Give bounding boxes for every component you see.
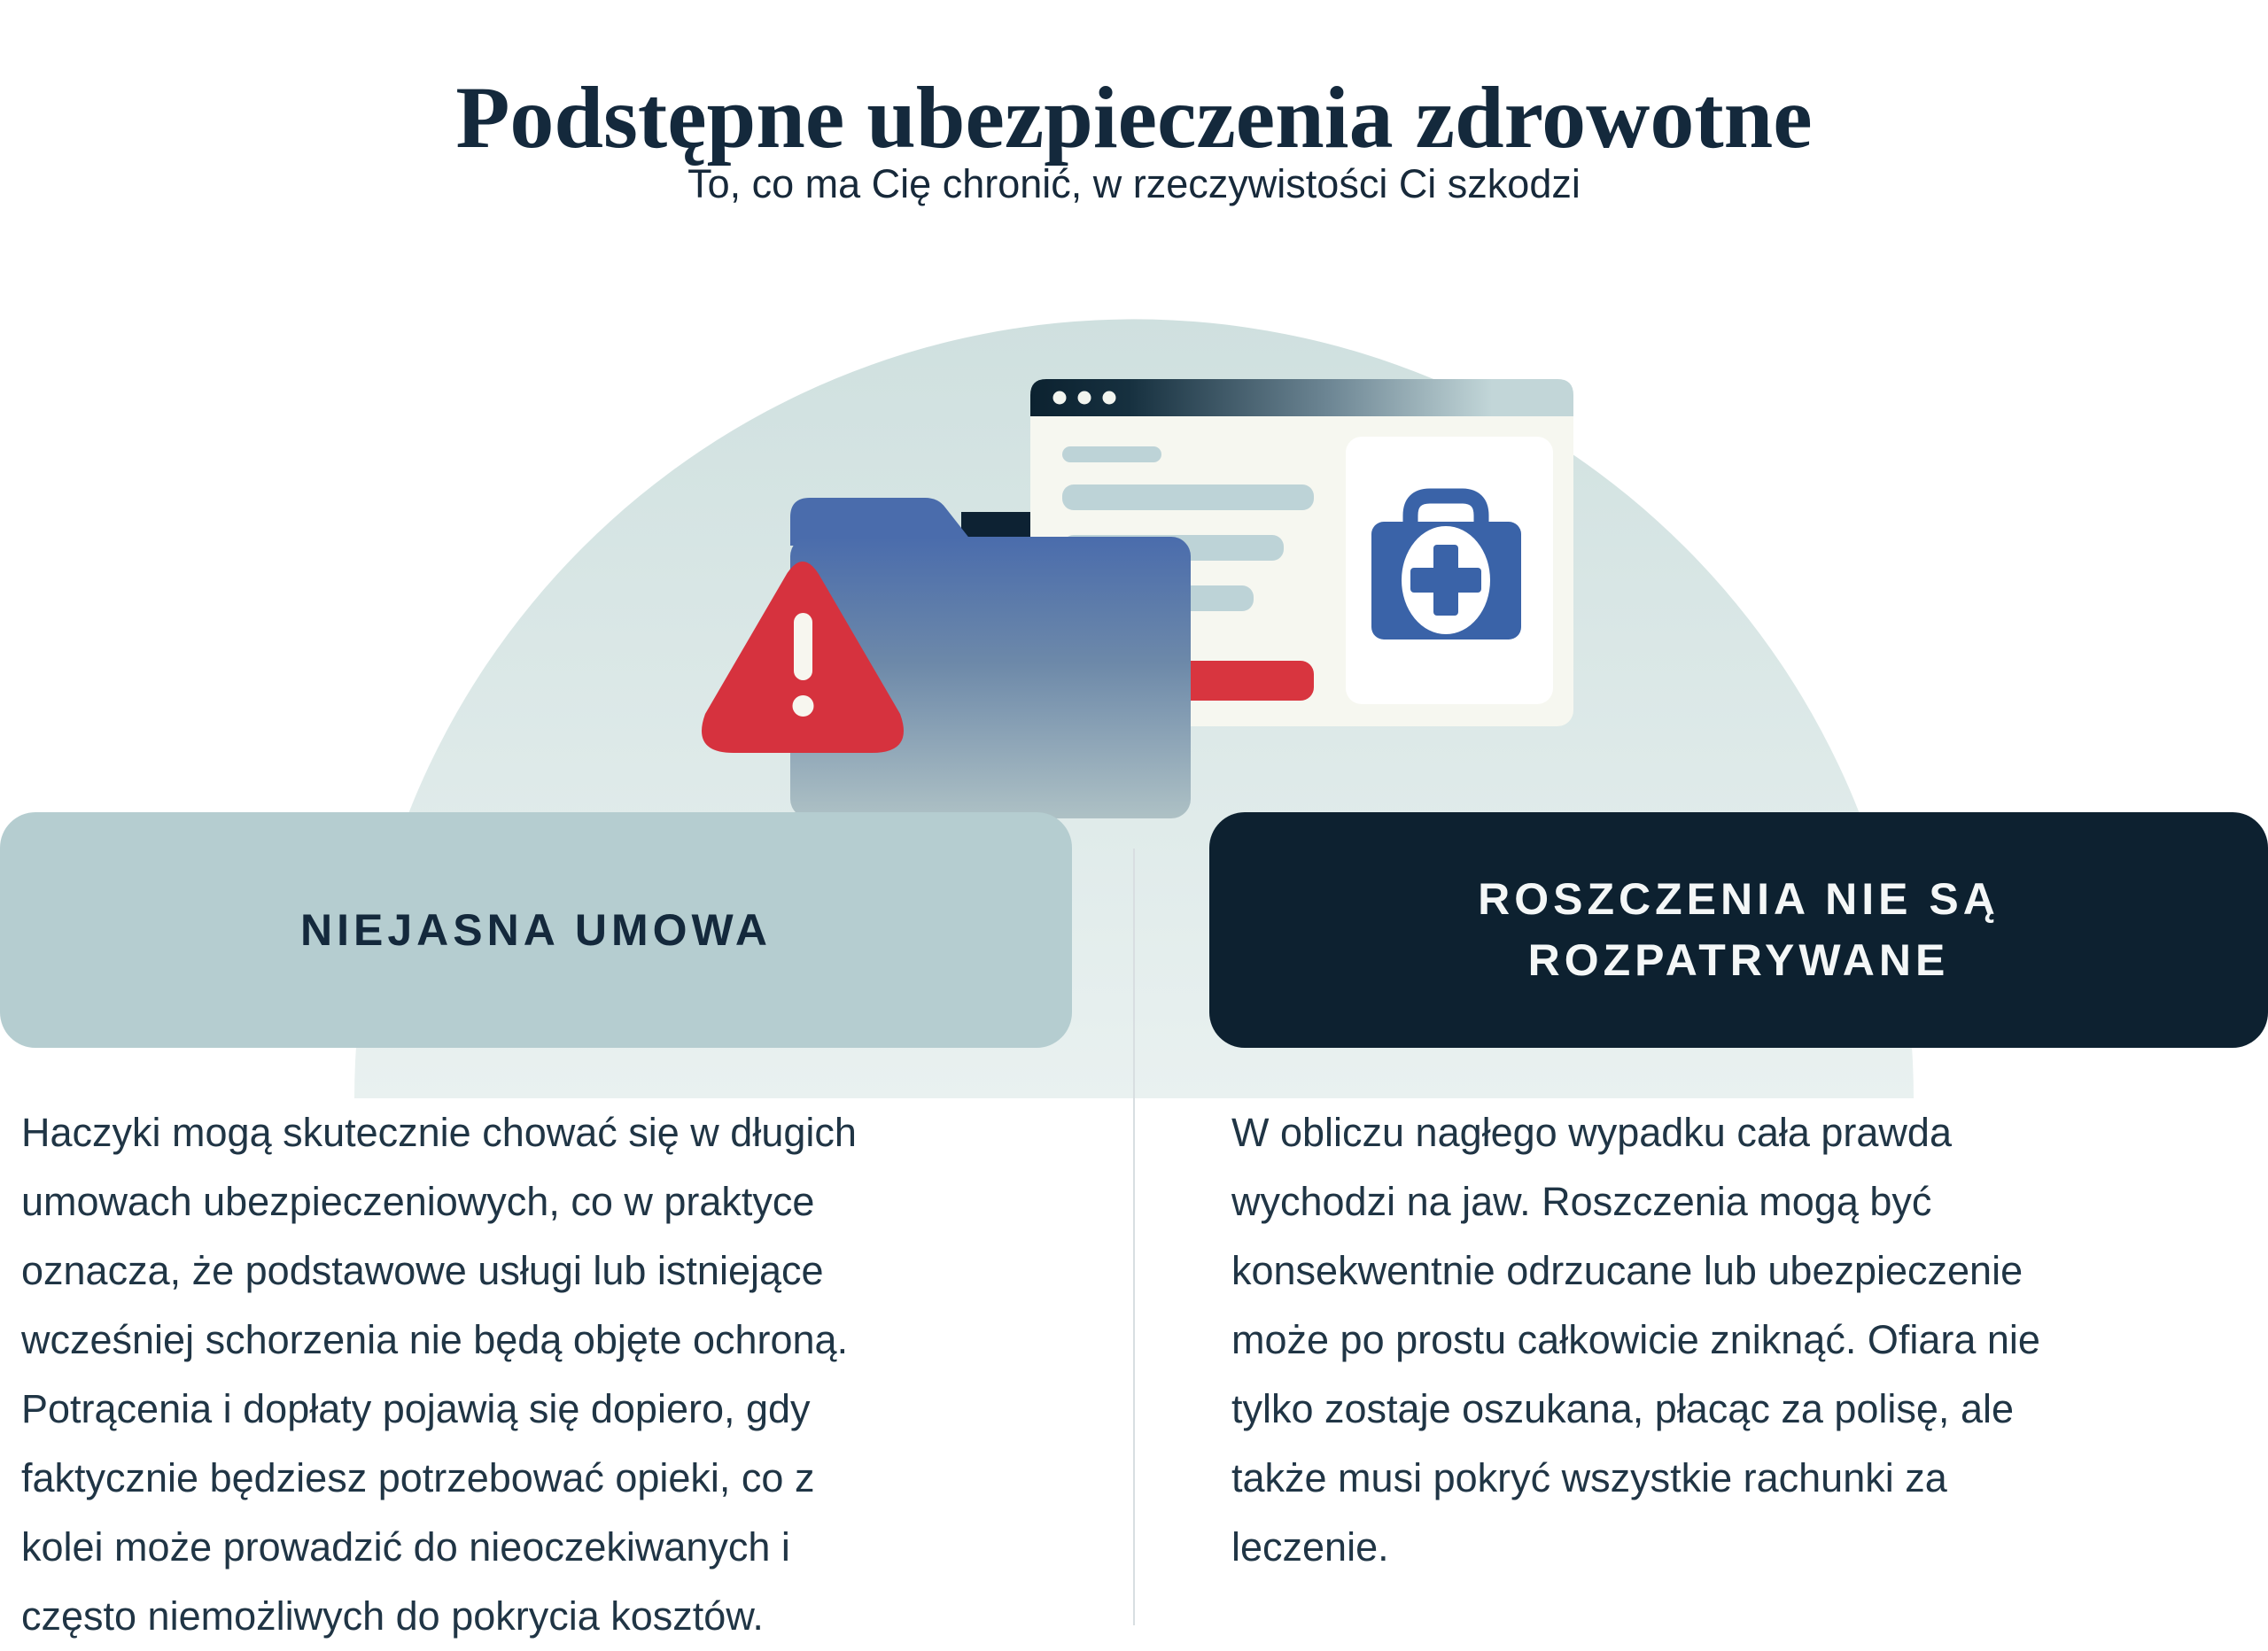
- body-line: tylko zostaje oszukana, płacąc za polisę, ale: [1231, 1386, 2014, 1431]
- exclamation-mark-icon: [793, 613, 814, 717]
- card-claims-not-processed: [1209, 812, 2268, 1048]
- body-line: konsekwentnie odrzucane lub ubezpieczenie: [1231, 1248, 2023, 1293]
- heading-line-1: ROSZCZENIA NIE SĄ: [1478, 874, 2000, 924]
- body-line: W obliczu nagłego wypadku cała prawda: [1231, 1110, 1952, 1155]
- body-text-claims-not-processed: [1231, 1098, 2259, 1582]
- card-unclear-contract: [0, 812, 1072, 1048]
- card-heading-unclear-contract: NIEJASNA UMOWA: [299, 904, 773, 955]
- body-line: faktycznie będziesz potrzebować opieki, co z: [21, 1455, 815, 1500]
- body-text-unclear-contract: [21, 1098, 1111, 1651]
- body-line: oznacza, że podstawowe usługi lub istniejące: [21, 1248, 824, 1293]
- body-line: Haczyki mogą skutecznie chować się w długich: [21, 1110, 857, 1155]
- body-line: także musi pokryć wszystkie rachunki za: [1231, 1455, 1947, 1500]
- browser-dots-icon: [1053, 391, 1116, 405]
- body-line: umowach ubezpieczeniowych, co w praktyce: [21, 1179, 815, 1224]
- heading-line-2: ROZPATRYWANE: [1527, 935, 1950, 985]
- body-line: może po prostu całkowicie zniknąć. Ofiara nie: [1231, 1317, 2040, 1362]
- body-line: Potrącenia i dopłaty pojawią się dopiero, gdy: [21, 1386, 811, 1431]
- column-divider: [1133, 849, 1135, 1625]
- body-line: wychodzi na jaw. Roszczenia mogą być: [1231, 1179, 1932, 1224]
- page-subtitle: To, co ma Cię chronić, w rzeczywistości Ci szkodzi: [687, 161, 1581, 206]
- body-line: leczenie.: [1231, 1524, 1389, 1570]
- page-title: Podstępne ubezpieczenia zdrowotne: [455, 68, 1813, 167]
- body-line: kolei może prowadzić do nieoczekiwanych i: [21, 1524, 790, 1570]
- body-line: wcześniej schorzenia nie będą objęte ochroną.: [21, 1317, 849, 1362]
- card-heading-claims-not-processed: [1478, 869, 2000, 991]
- body-line: często niemożliwych do pokrycia kosztów.: [21, 1593, 764, 1639]
